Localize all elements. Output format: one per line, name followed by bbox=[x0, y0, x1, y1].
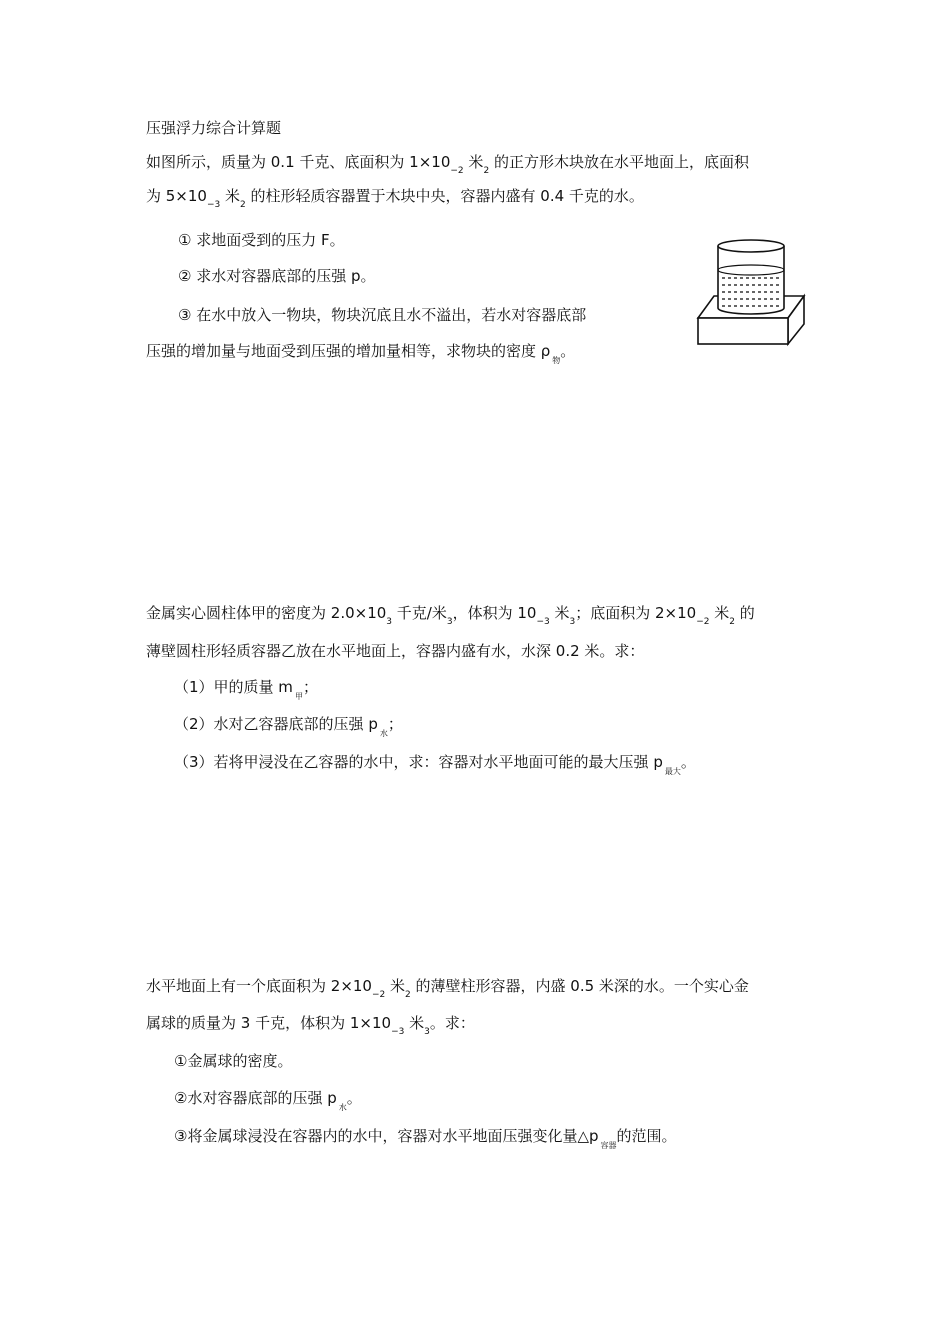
problem3-exp3: −3 bbox=[391, 1027, 405, 1037]
problem1-question2: ② 求水对容器底部的压强 p。 bbox=[178, 267, 376, 285]
problem3-question2-text: ②水对容器底部的压强 p bbox=[174, 1089, 337, 1107]
problem1-exp3: −3 bbox=[206, 200, 221, 210]
problem2-question3-text: （3）若将甲浸没在乙容器的水中，求：容器对水平地面可能的最大压强 p bbox=[174, 753, 663, 771]
problem1-line2-a: 为 5×10 bbox=[146, 187, 207, 205]
problem3-line2 bbox=[146, 1012, 475, 1037]
problem3-line2-b: 米 bbox=[404, 1014, 425, 1032]
problem2-question1 bbox=[174, 676, 318, 701]
problem1-exp1: −2 bbox=[450, 166, 464, 176]
problem3-exp2: 2 bbox=[405, 990, 411, 1000]
problem2-line1-a: 金属实心圆柱体甲的密度为 2.0×10 bbox=[146, 604, 387, 622]
problem2-line1-f: 米 bbox=[709, 604, 730, 622]
problem3-question1: ①金属球的密度。 bbox=[174, 1052, 293, 1070]
problem3-line1-c: 的薄壁柱形容器，内盛 0.5 米深的水。一个实心金 bbox=[410, 977, 749, 995]
problem1-question3-a: ③ 在水中放入一物块，物块沉底且水不溢出，若水对容器底部 bbox=[178, 306, 587, 324]
problem1-question3-b bbox=[146, 340, 576, 365]
problem2-line1 bbox=[146, 602, 755, 627]
problem2-question2-text: （2）水对乙容器底部的压强 p bbox=[174, 715, 378, 733]
problem1-exp4: 2 bbox=[240, 200, 246, 210]
problem2-line1-d: 米 bbox=[549, 604, 570, 622]
problem2-exp3: −3 bbox=[536, 617, 550, 627]
problem3-question3 bbox=[174, 1125, 677, 1150]
problem1-question3-sub: 物 bbox=[552, 356, 561, 365]
problem3-line2-a: 属球的质量为 3 千克，体积为 1×10 bbox=[146, 1014, 392, 1032]
problem3-question3-end: 的范围。 bbox=[616, 1127, 677, 1145]
problem1-question1: ① 求地面受到的压力 F。 bbox=[178, 231, 345, 249]
problem3-exp4: 3 bbox=[424, 1027, 430, 1037]
problem3-question2-sub: 水 bbox=[338, 1103, 347, 1112]
problem2-question1-sub: 甲 bbox=[294, 692, 303, 701]
problem1-line1-b: 米 bbox=[463, 153, 484, 171]
problem3-question3-text: ③将金属球浸没在容器内的水中，容器对水平地面压强变化量△p bbox=[174, 1127, 599, 1145]
problem2-exp1: 3 bbox=[386, 617, 393, 627]
problem2-question1-text: （1）甲的质量 m bbox=[174, 678, 293, 696]
problem3-line1-a: 水平地面上有一个底面积为 2×10 bbox=[146, 977, 372, 995]
problem2-line2: 薄壁圆柱形轻质容器乙放在水平地面上，容器内盛有水，水深 0.2 米。求： bbox=[146, 642, 645, 660]
problem3-question3-sub: 容器 bbox=[600, 1141, 617, 1150]
problem2-question1-end: ； bbox=[302, 678, 318, 696]
problem1-line1-a: 如图所示，质量为 0.1 千克、底面积为 1×10 bbox=[146, 153, 451, 171]
problem3-line1-b: 米 bbox=[385, 977, 406, 995]
problem3-line1 bbox=[146, 975, 749, 1000]
problem2-line1-e: ；底面积为 2×10 bbox=[575, 604, 697, 622]
problem3-line2-c: 。求： bbox=[429, 1014, 475, 1032]
problem1-line2-c: 的柱形轻质容器置于木块中央，容器内盛有 0.4 千克的水。 bbox=[245, 187, 644, 205]
problem2-exp2: 3 bbox=[446, 617, 453, 627]
problem2-line1-c: ，体积为 10 bbox=[452, 604, 537, 622]
page-title: 压强浮力综合计算题 bbox=[146, 119, 282, 137]
problem2-question2 bbox=[174, 713, 403, 738]
problem2-exp5: −2 bbox=[696, 617, 710, 627]
problem2-exp4: 3 bbox=[569, 617, 576, 627]
problem2-line1-b: 千克/米 bbox=[392, 604, 447, 622]
problem3-exp1: −2 bbox=[371, 990, 386, 1000]
problem1-question3-text: 压强的增加量与地面受到压强的增加量相等，求物块的密度 ρ bbox=[146, 342, 551, 360]
problem2-question2-end: ； bbox=[387, 715, 403, 733]
problem2-question3 bbox=[174, 751, 696, 776]
container-on-block-figure bbox=[694, 236, 806, 348]
problem2-question3-end: 。 bbox=[680, 753, 696, 771]
problem1-question3-end: 。 bbox=[560, 342, 576, 360]
problem1-exp2: 2 bbox=[483, 166, 490, 176]
problem1-line2 bbox=[146, 185, 644, 210]
problem3-question2-end: 。 bbox=[346, 1089, 362, 1107]
problem1-line2-b: 米 bbox=[220, 187, 241, 205]
problem2-question2-sub: 水 bbox=[379, 729, 388, 738]
problem2-exp6: 2 bbox=[729, 617, 735, 627]
problem1-line1 bbox=[146, 151, 749, 176]
cylinder-container-shape bbox=[718, 240, 784, 314]
problem1-line1-c: 的正方形木块放在水平地面上，底面积 bbox=[489, 153, 749, 171]
problem2-question3-sub: 最大 bbox=[664, 767, 681, 776]
problem2-line1-g: 的 bbox=[735, 604, 755, 622]
problem3-question2 bbox=[174, 1087, 362, 1112]
